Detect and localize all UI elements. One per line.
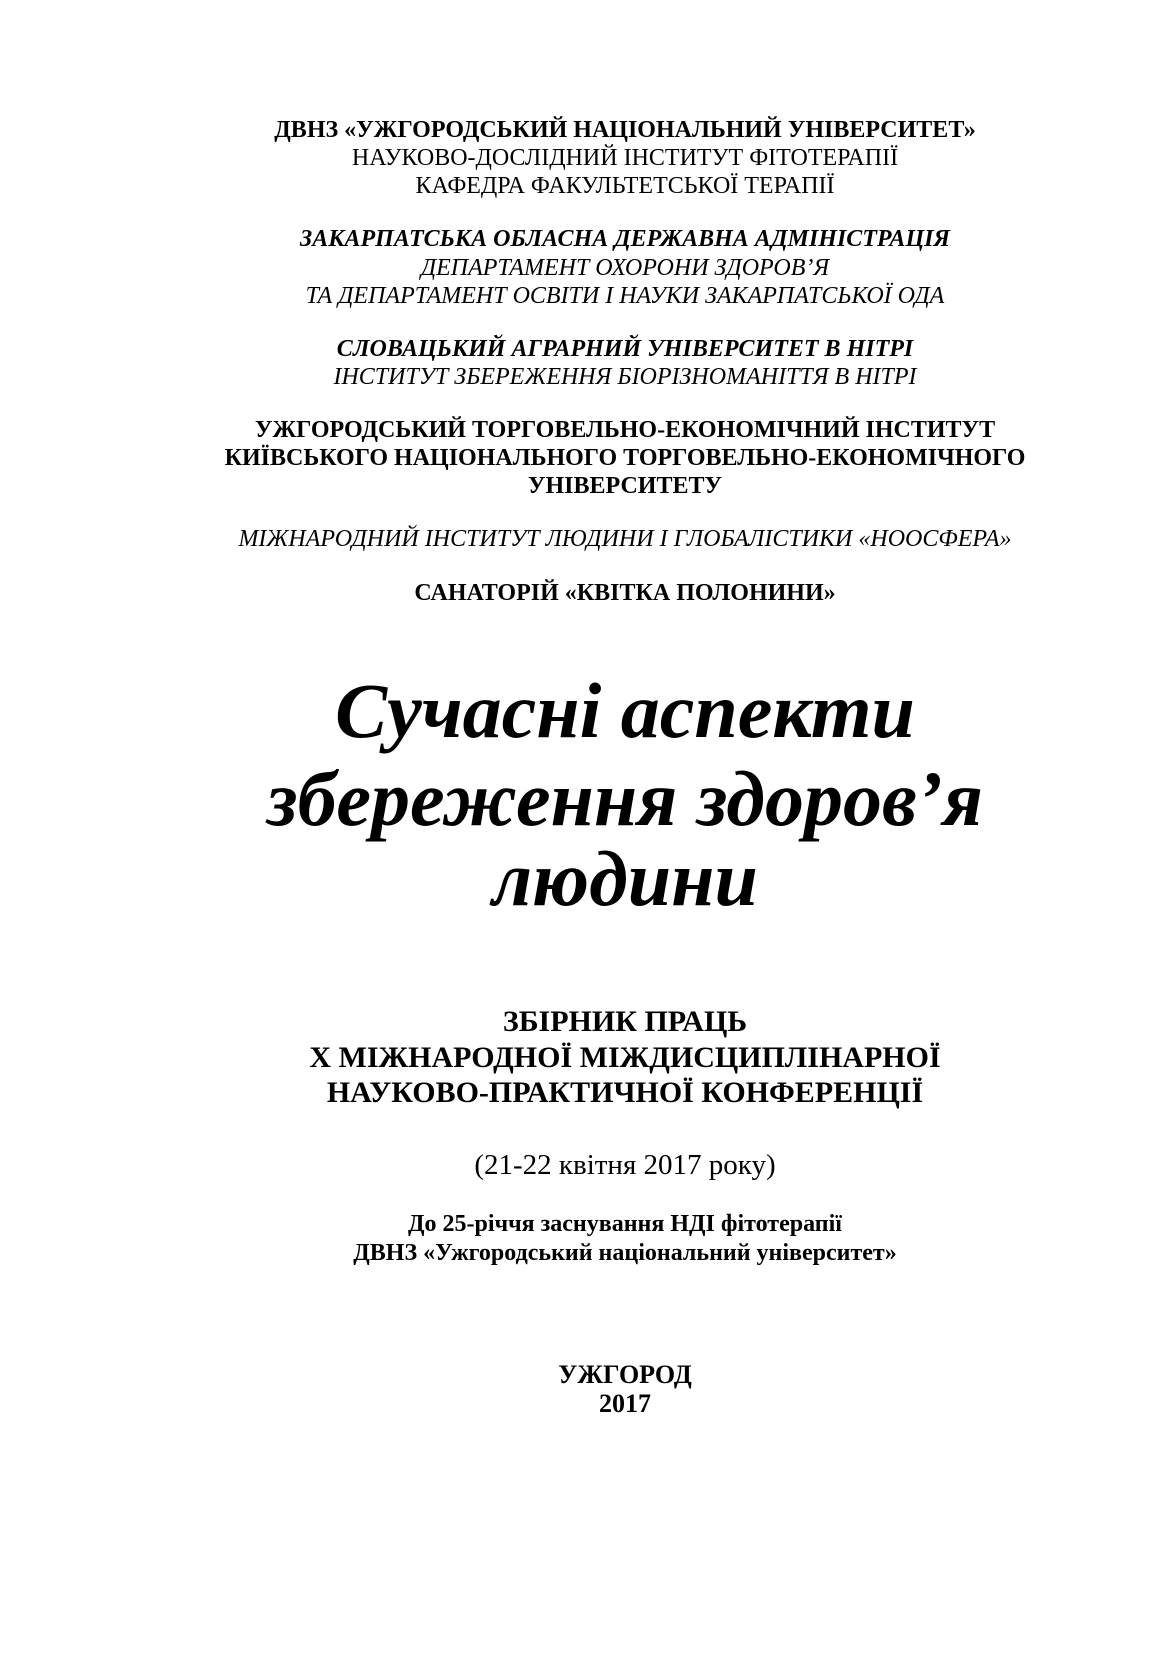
sanatorium: САНАТОРІЙ «КВІТКА ПОЛОНИНИ» <box>414 580 836 606</box>
education-department: ТА ДЕПАРТАМЕНТ ОСВІТИ І НАУКИ ЗАКАРПАТСЬКОЇ ОДА <box>305 283 945 309</box>
slovak-agrarian-university: СЛОВАЦЬКИЙ АГРАРНИЙ УНІВЕРСИТЕТ В НІТРІ <box>336 336 914 362</box>
main-title-line-1: Сучасні аспекти <box>335 667 915 754</box>
noosphere-institute: МІЖНАРОДНИЙ ІНСТИТУТ ЛЮДИНИ І ГЛОБАЛІСТИКИ «НООСФЕРА» <box>238 526 1012 552</box>
conference-name-line-1: Х МІЖНАРОДНОЇ МІЖДИСЦИПЛІНАРНОЇ <box>309 1041 941 1074</box>
publication-city: УЖГОРОД <box>558 1360 692 1389</box>
conference-date: (21-22 квітня 2017 року) <box>474 1149 776 1181</box>
kyiv-trade-university: КИЇВСЬКОГО НАЦІОНАЛЬНОГО ТОРГОВЕЛЬНО-ЕКОНОМІЧНОГО <box>224 445 1026 471</box>
phytotherapy-institute: НАУКОВО-ДОСЛІДНИЙ ІНСТИТУТ ФІТОТЕРАПІЇ <box>351 145 899 171</box>
health-department: ДЕПАРТАМЕНТ ОХОРОНИ ЗДОРОВ’Я <box>420 255 830 281</box>
conference-name-line-2: НАУКОВО-ПРАКТИЧНОЇ КОНФЕРЕНЦІЇ <box>326 1076 924 1109</box>
biodiversity-institute: ІНСТИТУТ ЗБЕРЕЖЕННЯ БІОРІЗНОМАНІТТЯ В НІТРІ <box>333 364 917 390</box>
dedication-line-2: ДВНЗ «Ужгородський національний університет» <box>353 1240 897 1266</box>
dedication-line-1: До 25-річчя заснування НДІ фітотерапії <box>408 1211 842 1237</box>
publication-year: 2017 <box>599 1389 651 1418</box>
uzhnu-name: ДВНЗ «УЖГОРОДСЬКИЙ НАЦІОНАЛЬНИЙ УНІВЕРСИТЕТ» <box>274 117 976 143</box>
trade-economic-institute: УЖГОРОДСЬКИЙ ТОРГОВЕЛЬНО-ЕКОНОМІЧНИЙ ІНСТИТУТ <box>254 417 996 443</box>
main-title-line-3: людини <box>492 835 758 922</box>
university-word: УНІВЕРСИТЕТУ <box>527 473 723 499</box>
collection-title: ЗБІРНИК ПРАЦЬ <box>502 1005 748 1038</box>
faculty-therapy-department: КАФЕДРА ФАКУЛЬТЕТСЬКОЇ ТЕРАПІЇ <box>415 173 835 199</box>
regional-administration: ЗАКАРПАТСЬКА ОБЛАСНА ДЕРЖАВНА АДМІНІСТРАЦІЯ <box>300 226 950 252</box>
main-title-line-2: збереження здоров’я <box>267 755 983 842</box>
